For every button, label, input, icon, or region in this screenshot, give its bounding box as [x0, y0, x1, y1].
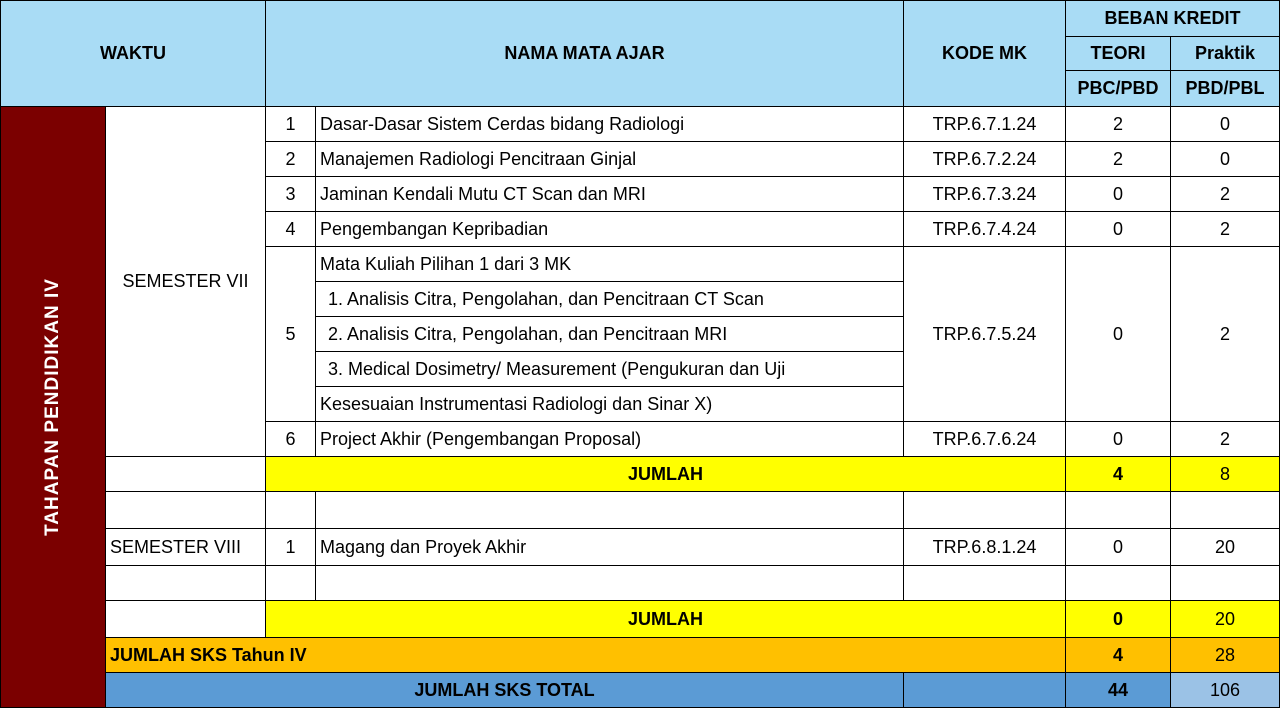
- tahun-iv-teori: 4: [1066, 638, 1171, 673]
- course-no: 4: [266, 212, 316, 247]
- elective-option: 1. Analisis Citra, Pengolahan, dan Pencitraan CT Scan: [316, 282, 904, 317]
- elective-kode: TRP.6.7.5.24: [904, 247, 1066, 422]
- course-row: [1, 107, 1280, 142]
- blank-cell: [904, 566, 1066, 601]
- course-name: Manajemen Radiologi Pencitraan Ginjal: [316, 142, 904, 177]
- elective-praktik: 2: [1171, 247, 1280, 422]
- nama-mata-ajar-header: NAMA MATA AJAR: [266, 1, 904, 107]
- waktu-header: WAKTU: [1, 1, 266, 107]
- blank-cell: [266, 492, 316, 529]
- course-name: Jaminan Kendali Mutu CT Scan dan MRI: [316, 177, 904, 212]
- jumlah-teori: 4: [1066, 457, 1171, 492]
- blank-cell: [316, 566, 904, 601]
- tahun-iv-label: JUMLAH SKS Tahun IV: [106, 638, 1066, 673]
- tahapan-band: [1, 107, 106, 708]
- course-kode: TRP.6.7.1.24: [904, 107, 1066, 142]
- jumlah-teori: 0: [1066, 601, 1171, 638]
- course-kode: TRP.6.7.3.24: [904, 177, 1066, 212]
- blank-cell: [316, 492, 904, 529]
- blank-cell: [1066, 492, 1171, 529]
- semester-viii-label: SEMESTER VIII: [106, 529, 266, 566]
- total-label: JUMLAH SKS TOTAL: [106, 673, 904, 708]
- blank-cell: [1066, 566, 1171, 601]
- praktik-sub-header: PBD/PBL: [1171, 71, 1280, 107]
- course-no: 3: [266, 177, 316, 212]
- semester-vii-label: SEMESTER VII: [106, 107, 266, 457]
- course-praktik: 2: [1171, 212, 1280, 247]
- blank-row: [1, 492, 1280, 529]
- course-praktik: 2: [1171, 177, 1280, 212]
- header-row-1: [1, 1, 1280, 37]
- course-teori: 0: [1066, 212, 1171, 247]
- elective-teori: 0: [1066, 247, 1171, 422]
- course-no: 6: [266, 422, 316, 457]
- course-name: Magang dan Proyek Akhir: [316, 529, 904, 566]
- course-name: Pengembangan Kepribadian: [316, 212, 904, 247]
- elective-title: Mata Kuliah Pilihan 1 dari 3 MK: [316, 247, 904, 282]
- elective-option: 2. Analisis Citra, Pengolahan, dan Pencitraan MRI: [316, 317, 904, 352]
- blank-cell: [1171, 492, 1280, 529]
- praktik-header: Praktik: [1171, 37, 1280, 71]
- blank-cell: [106, 601, 266, 638]
- tahun-iv-row: [1, 638, 1280, 673]
- course-teori: 2: [1066, 107, 1171, 142]
- blank-cell: [904, 673, 1066, 708]
- blank-cell: [106, 566, 266, 601]
- beban-kredit-header: BEBAN KREDIT: [1066, 1, 1280, 37]
- course-kode: TRP.6.7.6.24: [904, 422, 1066, 457]
- total-teori: 44: [1066, 673, 1171, 708]
- teori-header: TEORI: [1066, 37, 1171, 71]
- total-row: [1, 673, 1280, 708]
- elective-continuation: Kesesuaian Instrumentasi Radiologi dan Sinar X): [316, 387, 904, 422]
- course-kode: TRP.6.8.1.24: [904, 529, 1066, 566]
- course-teori: 0: [1066, 422, 1171, 457]
- course-row: [1, 529, 1280, 566]
- tahapan-label: TAHAPAN PENDIDIKAN IV: [42, 278, 63, 536]
- course-teori: 2: [1066, 142, 1171, 177]
- elective-option: 3. Medical Dosimetry/ Measurement (Pengukuran dan Uji: [316, 352, 904, 387]
- course-no: 1: [266, 529, 316, 566]
- jumlah-praktik: 20: [1171, 601, 1280, 638]
- course-kode: TRP.6.7.2.24: [904, 142, 1066, 177]
- course-praktik: 2: [1171, 422, 1280, 457]
- course-teori: 0: [1066, 177, 1171, 212]
- jumlah-row: [1, 601, 1280, 638]
- course-no: 1: [266, 107, 316, 142]
- jumlah-row: [1, 457, 1280, 492]
- course-praktik: 0: [1171, 142, 1280, 177]
- course-name: Project Akhir (Pengembangan Proposal): [316, 422, 904, 457]
- tahun-iv-praktik: 28: [1171, 638, 1280, 673]
- blank-cell: [106, 457, 266, 492]
- blank-cell: [1171, 566, 1280, 601]
- course-kode: TRP.6.7.4.24: [904, 212, 1066, 247]
- teori-sub-header: PBC/PBD: [1066, 71, 1171, 107]
- blank-cell: [266, 566, 316, 601]
- jumlah-praktik: 8: [1171, 457, 1280, 492]
- blank-cell: [106, 492, 266, 529]
- course-praktik: 0: [1171, 107, 1280, 142]
- jumlah-label: JUMLAH: [266, 457, 1066, 492]
- course-name: Dasar-Dasar Sistem Cerdas bidang Radiologi: [316, 107, 904, 142]
- course-no: 2: [266, 142, 316, 177]
- blank-cell: [904, 492, 1066, 529]
- elective-no: 5: [266, 247, 316, 422]
- course-praktik: 20: [1171, 529, 1280, 566]
- course-teori: 0: [1066, 529, 1171, 566]
- kode-mk-header: KODE MK: [904, 1, 1066, 107]
- blank-row: [1, 566, 1280, 601]
- total-praktik: 106: [1171, 673, 1280, 708]
- jumlah-label: JUMLAH: [266, 601, 1066, 638]
